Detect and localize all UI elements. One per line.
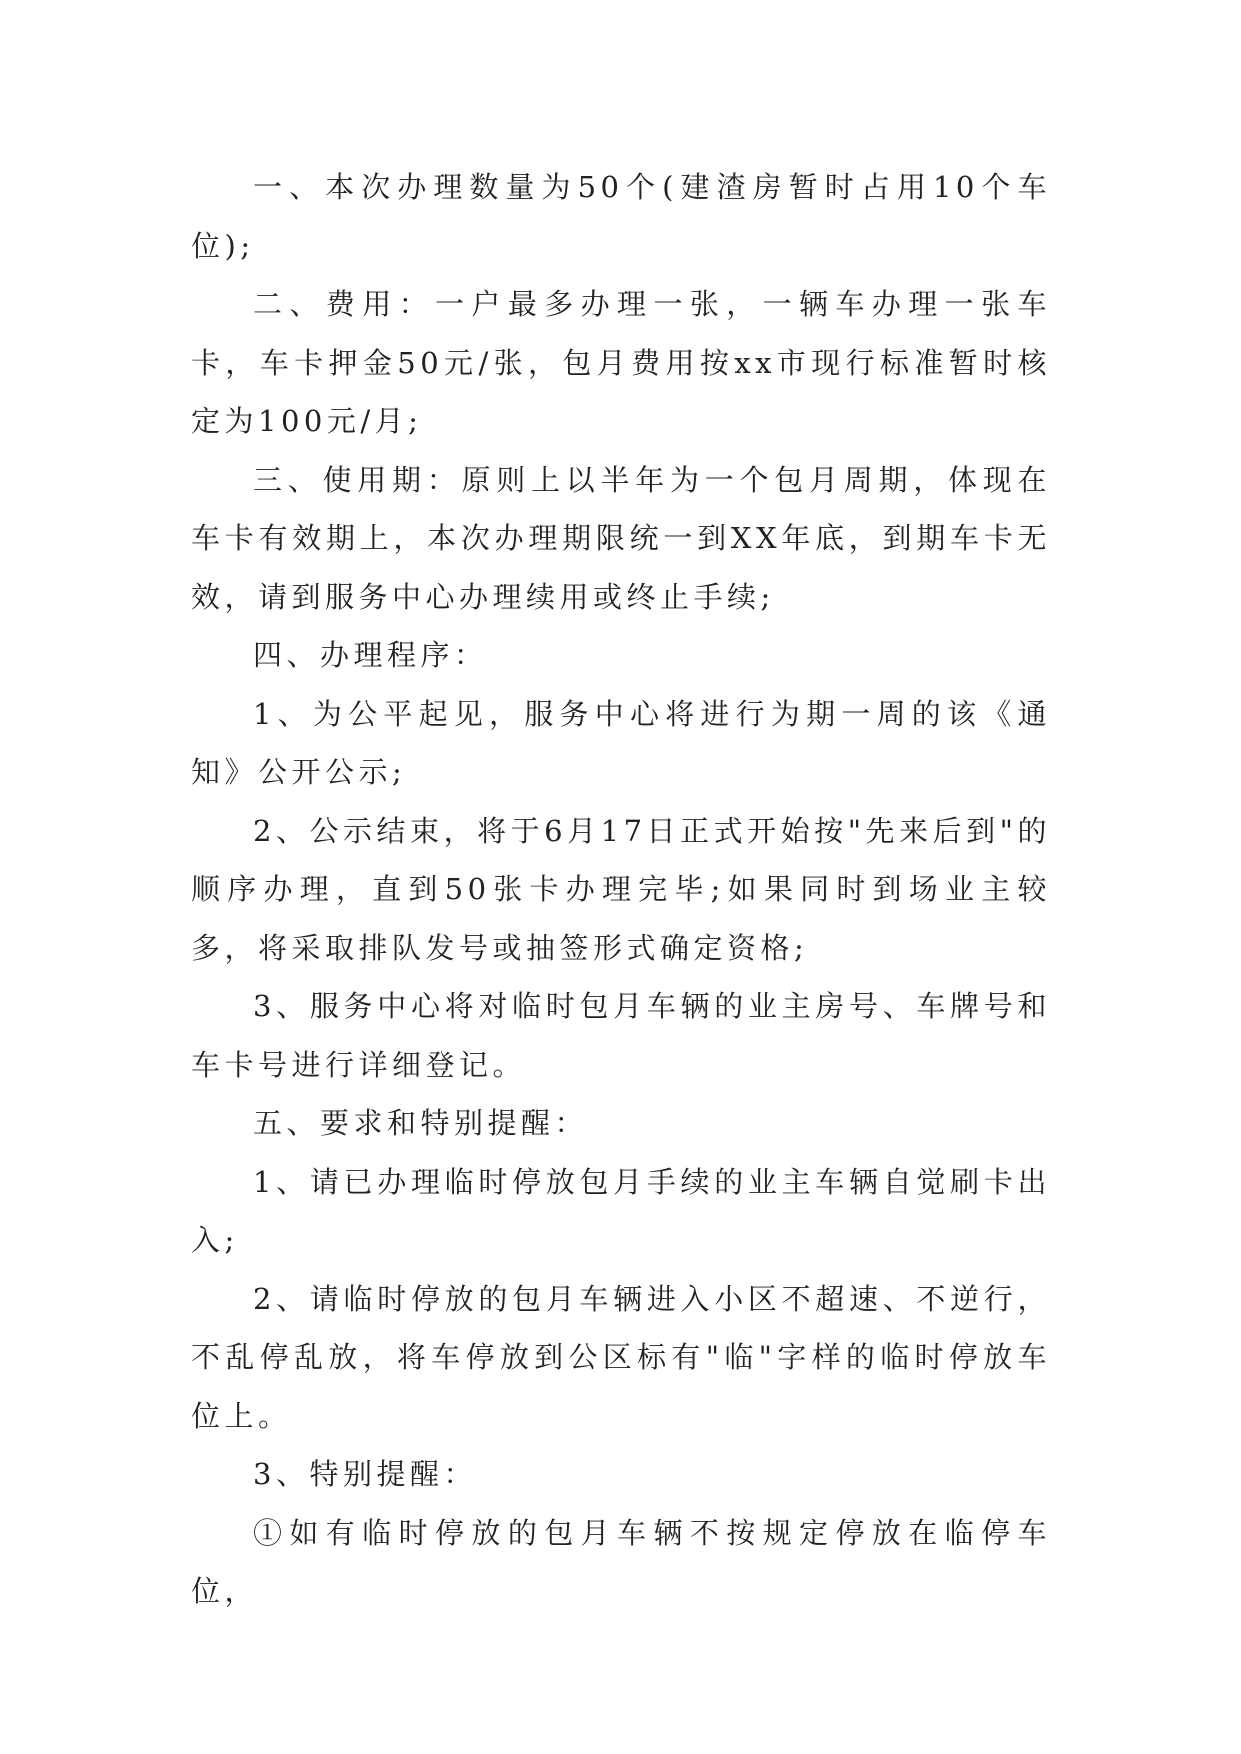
paragraph-requirement-1: 1、请已办理临时停放包月手续的业主车辆自觉刷卡出入;	[191, 1164, 1051, 1257]
paragraph-quantity: 一、本次办理数量为50个(建渣房暂时占用10个车位);	[191, 170, 1051, 263]
paragraph-procedure-heading: 四、办理程序：	[253, 638, 488, 672]
paragraph-procedure-2: 2、公示结束，将于6月17日正式开始按"先来后到"的顺序办理，直到50张卡办理完毕;如果同时到场业主较多，将采取排队发号或抽签形式确定资格;	[191, 813, 1051, 965]
paragraph-procedure-1: 1、为公平起见，服务中心将进行为期一周的该《通知》公开公示;	[191, 696, 1051, 789]
paragraph-fees: 二、费用：一户最多办理一张，一辆车办理一张车卡，车卡押金50元/张，包月费用按xx市现行标准暂时核定为100元/月;	[191, 287, 1051, 438]
paragraph-period: 三、使用期：原则上以半年为一个包月周期，体现在车卡有效期上，本次办理期限统一到XX年底，到期车卡无效，请到服务中心办理续用或终止手续;	[191, 462, 1051, 614]
document-body	[191, 158, 1051, 1621]
paragraph-procedure-3: 3、服务中心将对临时包月车辆的业主房号、车牌号和车卡号进行详细登记。	[191, 989, 1051, 1082]
paragraph-requirements-heading: 五、要求和特别提醒：	[253, 1106, 589, 1140]
paragraph-reminder-1: ①如有临时停放的包月车辆不按规定停放在临停车位，	[191, 1515, 1051, 1608]
paragraph-requirement-3: 3、特别提醒：	[253, 1457, 477, 1491]
paragraph-requirement-2: 2、请临时停放的包月车辆进入小区不超速、不逆行，不乱停乱放，将车停放到公区标有"临"字样的临时停放车位上。	[191, 1281, 1051, 1433]
